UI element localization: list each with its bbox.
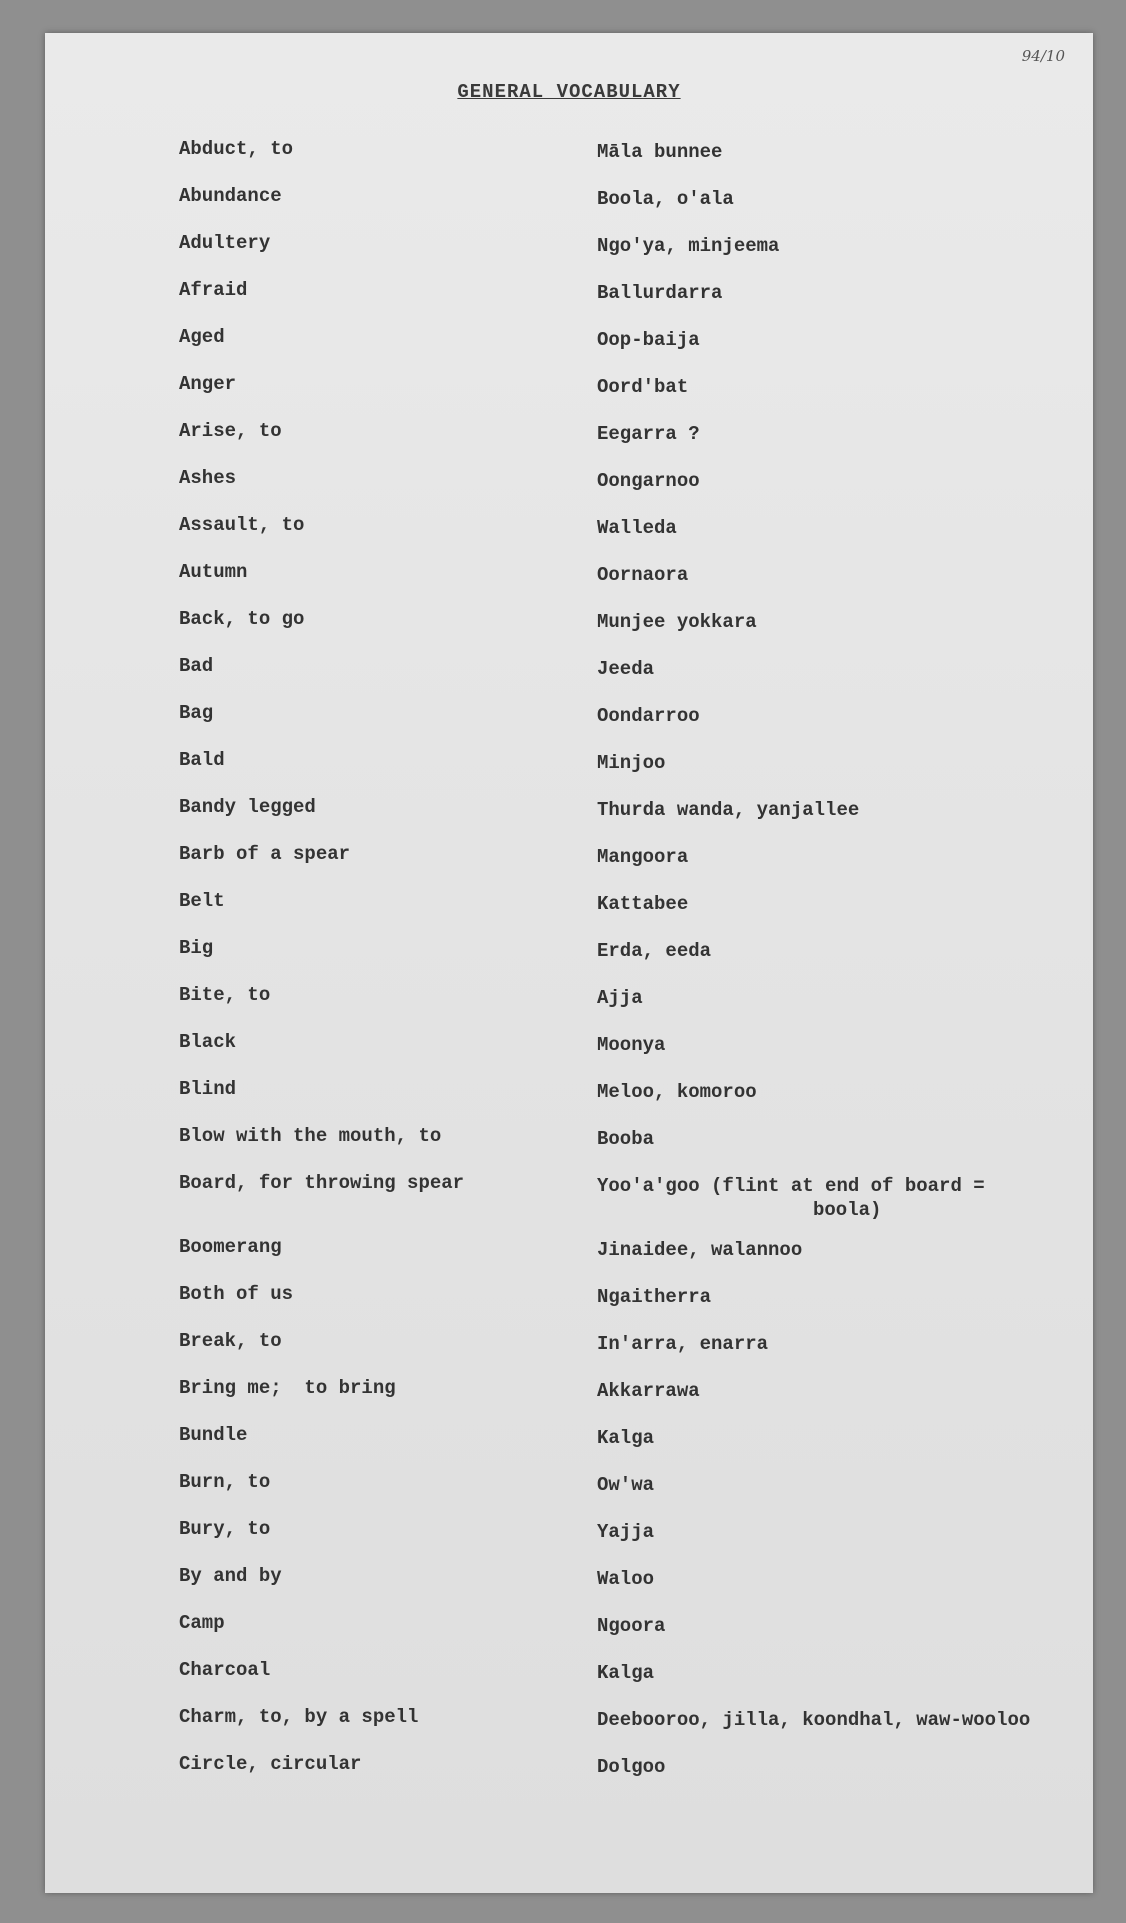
entry-term: Autumn — [179, 561, 248, 583]
vocabulary-entry — [45, 937, 1093, 984]
entry-gloss — [597, 1614, 1077, 1638]
vocabulary-entry — [45, 608, 1093, 655]
entry-gloss — [597, 516, 1077, 540]
entry-term: Bad — [179, 655, 214, 677]
vocabulary-entry — [45, 1706, 1093, 1753]
vocabulary-entry — [45, 467, 1093, 514]
entry-gloss-text: Oondarroo — [597, 705, 700, 727]
entry-term: By and by — [179, 1565, 282, 1587]
entry-gloss — [597, 657, 1077, 681]
vocabulary-entry — [45, 326, 1093, 373]
entry-gloss-text: Booba — [597, 1128, 655, 1150]
vocabulary-entry — [45, 1078, 1093, 1125]
entry-gloss — [597, 939, 1077, 963]
entry-term: Afraid — [179, 279, 248, 301]
entry-gloss — [597, 1379, 1077, 1403]
vocabulary-entry — [45, 655, 1093, 702]
entry-term: Assault, to — [179, 514, 305, 536]
vocabulary-entry — [45, 232, 1093, 279]
vocabulary-entry — [45, 984, 1093, 1031]
entry-gloss — [597, 704, 1077, 728]
vocabulary-entry — [45, 1471, 1093, 1518]
vocabulary-entry — [45, 1125, 1093, 1172]
entry-gloss-text: Mangoora — [597, 846, 689, 868]
entry-gloss-text: Māla bunnee — [597, 141, 723, 163]
entry-gloss — [597, 187, 1077, 211]
entry-term: Aged — [179, 326, 225, 348]
entry-gloss — [597, 140, 1077, 164]
entry-gloss-text: Ballurdarra — [597, 282, 723, 304]
entry-term: Charcoal — [179, 1659, 271, 1681]
entry-gloss — [597, 986, 1077, 1010]
entry-gloss-text: Thurda wanda, yanjallee — [597, 799, 860, 821]
entry-gloss — [597, 422, 1077, 446]
entry-gloss — [597, 1174, 1077, 1222]
vocabulary-entry — [45, 890, 1093, 937]
entry-gloss — [597, 375, 1077, 399]
entry-term: Anger — [179, 373, 237, 395]
vocabulary-entry — [45, 1236, 1093, 1283]
entry-gloss-text: Boola, o'ala — [597, 188, 734, 210]
entry-gloss-text: Waloo — [597, 1568, 655, 1590]
entry-gloss-text: Deebooroo, jilla, koondhal, waw-wooloo — [597, 1709, 1031, 1731]
entry-term: Bag — [179, 702, 214, 724]
entry-term: Bury, to — [179, 1518, 271, 1540]
entry-term: Barb of a spear — [179, 843, 351, 865]
entry-gloss — [597, 1127, 1077, 1151]
entry-gloss-text: Moonya — [597, 1034, 666, 1056]
entry-gloss — [597, 1755, 1077, 1779]
page-title: GENERAL VOCABULARY — [457, 81, 681, 103]
entry-gloss — [597, 281, 1077, 305]
entry-gloss-text: Erda, eeda — [597, 940, 712, 962]
entry-gloss-text: Munjee yokkara — [597, 611, 757, 633]
entry-term: Blow with the mouth, to — [179, 1125, 442, 1147]
entry-gloss-text: Yoo'a'goo (flint at end of board = — [597, 1175, 985, 1197]
vocabulary-entry — [45, 185, 1093, 232]
entry-term: Bite, to — [179, 984, 271, 1006]
entry-gloss — [597, 1033, 1077, 1057]
entry-gloss — [597, 1473, 1077, 1497]
entry-term: Bundle — [179, 1424, 248, 1446]
entry-term: Back, to go — [179, 608, 305, 630]
vocabulary-entry — [45, 1283, 1093, 1330]
entry-gloss — [597, 1285, 1077, 1309]
entry-term: Belt — [179, 890, 225, 912]
entry-gloss — [597, 751, 1077, 775]
entry-gloss-text: Kalga — [597, 1662, 655, 1684]
entry-term: Adultery — [179, 232, 271, 254]
entry-gloss-text: Minjoo — [597, 752, 666, 774]
entry-gloss — [597, 1426, 1077, 1450]
entry-term: Bandy legged — [179, 796, 316, 818]
entry-gloss-text: Akkarrawa — [597, 1380, 700, 1402]
entry-gloss — [597, 1080, 1077, 1104]
entry-term: Board, for throwing spear — [179, 1172, 465, 1194]
entry-gloss-text: Ajja — [597, 987, 643, 1009]
vocabulary-entry — [45, 1424, 1093, 1471]
vocabulary-entry — [45, 796, 1093, 843]
entry-gloss-text: Kattabee — [597, 893, 689, 915]
entry-gloss-text: Oop-baija — [597, 329, 700, 351]
entry-gloss — [597, 1332, 1077, 1356]
entry-term: Black — [179, 1031, 237, 1053]
vocabulary-entry — [45, 1659, 1093, 1706]
entry-gloss — [597, 798, 1077, 822]
entry-gloss — [597, 328, 1077, 352]
entry-gloss — [597, 1520, 1077, 1544]
entry-gloss-text: In'arra, enarra — [597, 1333, 769, 1355]
vocabulary-entry — [45, 1377, 1093, 1424]
vocabulary-entry — [45, 373, 1093, 420]
entry-gloss-text: Eegarra ? — [597, 423, 700, 445]
entry-gloss — [597, 1661, 1077, 1685]
vocabulary-entry — [45, 1753, 1093, 1800]
entry-term: Big — [179, 937, 214, 959]
entry-gloss-text: Meloo, komoroo — [597, 1081, 757, 1103]
entry-term: Camp — [179, 1612, 225, 1634]
entry-term: Break, to — [179, 1330, 282, 1352]
entry-term: Bring me; to bring — [179, 1377, 396, 1399]
entry-gloss — [597, 234, 1077, 258]
entry-gloss-text: Oongarnoo — [597, 470, 700, 492]
entry-term: Charm, to, by a spell — [179, 1706, 419, 1728]
page-number: 94/10 — [1021, 47, 1065, 65]
entry-gloss-text: Ngo'ya, minjeema — [597, 235, 780, 257]
vocabulary-entry — [45, 561, 1093, 608]
vocabulary-entry — [45, 420, 1093, 467]
entry-term: Boomerang — [179, 1236, 282, 1258]
vocabulary-entry — [45, 1031, 1093, 1078]
entry-term: Abduct, to — [179, 138, 294, 160]
entry-gloss-text: Ngaitherra — [597, 1286, 712, 1308]
vocabulary-entry — [45, 1518, 1093, 1565]
entry-term: Abundance — [179, 185, 282, 207]
entry-gloss — [597, 610, 1077, 634]
vocabulary-entry — [45, 1565, 1093, 1612]
entry-gloss — [597, 845, 1077, 869]
vocabulary-entry — [45, 1172, 1093, 1236]
vocabulary-entry — [45, 514, 1093, 561]
entry-gloss-text: Ngoora — [597, 1615, 666, 1637]
entry-gloss-text: Oornaora — [597, 564, 689, 586]
vocabulary-entry — [45, 138, 1093, 185]
entry-term: Blind — [179, 1078, 237, 1100]
entry-gloss — [597, 1567, 1077, 1591]
entry-term: Circle, circular — [179, 1753, 362, 1775]
entry-term: Burn, to — [179, 1471, 271, 1493]
entry-term: Ashes — [179, 467, 237, 489]
entry-gloss — [597, 892, 1077, 916]
entry-gloss-text: Yajja — [597, 1521, 655, 1543]
vocabulary-list — [45, 138, 1093, 1800]
entry-term: Arise, to — [179, 420, 282, 442]
entry-gloss-text: Kalga — [597, 1427, 655, 1449]
entry-gloss — [597, 1238, 1077, 1262]
entry-gloss-text: Jinaidee, walannoo — [597, 1239, 803, 1261]
entry-gloss-text: Dolgoo — [597, 1756, 666, 1778]
entry-gloss-text: Ow'wa — [597, 1474, 655, 1496]
entry-gloss-continuation: boola) — [813, 1199, 882, 1221]
vocabulary-entry — [45, 1330, 1093, 1377]
entry-gloss-text: Oord'bat — [597, 376, 689, 398]
vocabulary-entry — [45, 749, 1093, 796]
entry-gloss-text: Walleda — [597, 517, 677, 539]
entry-gloss — [597, 469, 1077, 493]
entry-gloss — [597, 563, 1077, 587]
entry-gloss — [597, 1708, 1077, 1732]
entry-gloss-text: Jeeda — [597, 658, 655, 680]
vocabulary-entry — [45, 843, 1093, 890]
vocabulary-entry — [45, 279, 1093, 326]
vocabulary-entry — [45, 1612, 1093, 1659]
entry-term: Bald — [179, 749, 225, 771]
document-page — [45, 33, 1093, 1893]
vocabulary-entry — [45, 702, 1093, 749]
entry-term: Both of us — [179, 1283, 294, 1305]
